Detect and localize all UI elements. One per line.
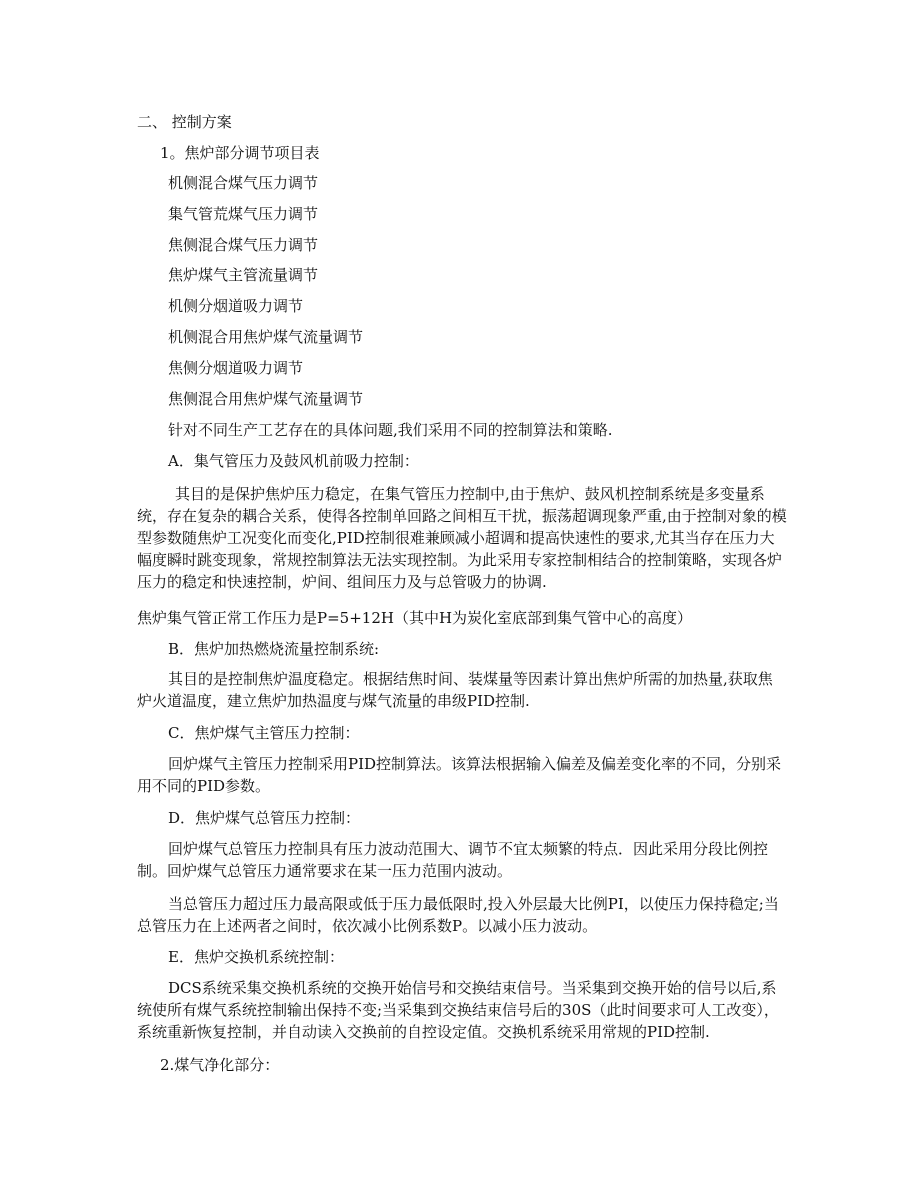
section-a-body: 其目的是保护焦炉压力稳定，在集气管压力控制中,由于焦炉、鼓风机控制系统是多变量系统，存在复杂的耦合关系，使得各控制单回路之间相互干扰，振荡超调现象严重,由于控制对象的模型参数随焦炉工况变化而变化,PID控制很难兼顾减小超调和提高快速性的要求,尤其当存在压力大幅度瞬时跳变现象，常规控制算法无法实现控制。为此采用专家控制相结合的控制策略，实现各炉压力的稳定和快速控制，炉间、组间压力及与总管吸力的协调. — [137, 485, 787, 591]
control-item: 集气管荒煤气压力调节 — [168, 205, 319, 223]
section-d-title: D．焦炉煤气总管压力控制： — [168, 809, 361, 827]
section-title: 二、 控制方案 — [137, 113, 232, 131]
section-b-body: 其目的是控制焦炉温度稳定。根据结焦时间、装煤量等因素计算出焦炉所需的加热量,获取焦炉火道温度，建立焦炉加热温度与煤气流量的串级PID控制. — [137, 670, 773, 710]
section-e-body: DCS系统采集交换机系统的交换开始信号和交换结束信号。当采集到交换开始的信号以后,系统使所有煤气系统控制输出保持不变;当采集到交换结束信号后的30S（此时间要求可人工改变），系统重新恢复控制，并自动读入交换前的自控设定值。交换机系统采用常规的PID控制. — [137, 979, 779, 1041]
control-item: 机侧分烟道吸力调节 — [168, 297, 304, 315]
section-d-body-1: 回炉煤气总管压力控制具有压力波动范围大、调节不宜太频繁的特点．因此采用分段比例控制。回炉煤气总管压力通常要求在某一压力范围内波动。 — [137, 840, 769, 880]
control-item: 焦侧分烟道吸力调节 — [168, 359, 304, 377]
control-item: 焦侧混合煤气压力调节 — [168, 236, 319, 254]
control-item: 焦炉煤气主管流量调节 — [168, 266, 319, 284]
item2-title: 2.煤气净化部分： — [160, 1056, 280, 1074]
control-item: 机侧混合用焦炉煤气流量调节 — [168, 328, 364, 346]
section-d-body-2: 当总管压力超过压力最高限或低于压力最低限时,投入外层最大比例PI，以使压力保持稳定;当总管压力在上述两者之间时，依次减小比例系数P。以减小压力波动。 — [137, 895, 779, 935]
section-c-body: 回炉煤气主管压力控制采用PID控制算法。该算法根据输入偏差及偏差变化率的不同，分别采用不同的PID参数。 — [137, 755, 782, 795]
item1-title: 1。焦炉部分调节项目表 — [160, 144, 320, 162]
section-a-title: A．集气管压力及鼓风机前吸力控制： — [168, 452, 419, 470]
section-a-note: 焦炉集气管正常工作压力是P=5+12H（其中H为炭化室底部到集气管中心的高度） — [137, 609, 693, 627]
section-c-title: C．焦炉煤气主管压力控制： — [168, 724, 360, 742]
intro-text: 针对不同生产工艺存在的具体问题,我们采用不同的控制算法和策略. — [168, 421, 613, 439]
control-item: 焦侧混合用焦炉煤气流量调节 — [168, 390, 364, 408]
section-b-title: B．焦炉加热燃烧流量控制系统: — [168, 640, 380, 658]
section-e-title: E．焦炉交换机系统控制： — [168, 948, 344, 966]
control-item: 机侧混合煤气压力调节 — [168, 174, 319, 192]
